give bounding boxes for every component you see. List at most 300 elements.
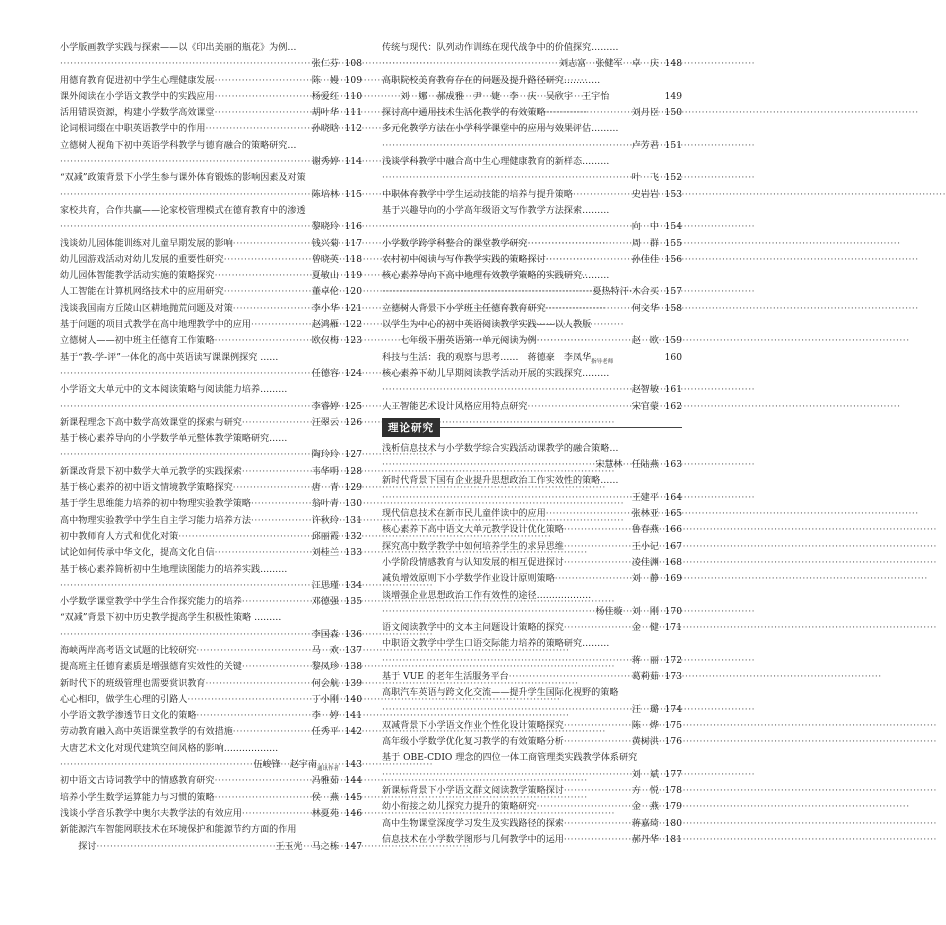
page-number: 160 bbox=[664, 352, 682, 363]
toc-line bbox=[382, 506, 682, 522]
toc-entry bbox=[60, 773, 362, 789]
dot-leader bbox=[382, 653, 631, 669]
entry-author: 刘桂兰 bbox=[311, 548, 339, 559]
entry-title: 探讨高中通用技术生活化教学的有效策略 bbox=[382, 108, 546, 119]
dot-leader bbox=[60, 627, 311, 643]
entry-author: 曾晓英 bbox=[311, 254, 339, 265]
toc-line bbox=[382, 718, 682, 734]
dot-leader bbox=[60, 56, 311, 72]
entry-title: 高中生物课堂深度学习发生及实践路径的探索 bbox=[382, 818, 564, 829]
entry-title: 幼儿园游戏活动对幼儿发展的重要性研究 bbox=[60, 254, 224, 265]
entry-title: 核心素养导向下高中地理有效教学策略的实践研究……… bbox=[382, 271, 610, 282]
entry-title: 大唐艺术文化对现代建筑空间风格的影响……………… bbox=[60, 743, 279, 754]
entry-title: “双减”政策背景下小学生参与课外体育锻炼的影响因素及对策 bbox=[60, 173, 306, 184]
dot-leader bbox=[564, 783, 631, 799]
page-number: 143 bbox=[344, 760, 362, 771]
toc-line bbox=[60, 219, 362, 235]
entry-author: 王玉光 马之栋 bbox=[275, 841, 339, 852]
toc-line bbox=[382, 750, 682, 766]
toc-entry bbox=[382, 783, 682, 799]
toc-line bbox=[382, 366, 682, 382]
dot-leader bbox=[196, 643, 310, 659]
dot-leader bbox=[96, 839, 274, 855]
toc-entry bbox=[60, 822, 362, 855]
dot-leader bbox=[60, 366, 311, 382]
toc-line bbox=[382, 457, 682, 473]
toc-entry bbox=[60, 350, 362, 383]
toc-line bbox=[60, 757, 362, 773]
toc-entry bbox=[382, 522, 682, 538]
dot-leader bbox=[242, 594, 311, 610]
toc-line bbox=[60, 529, 362, 545]
toc-entry bbox=[60, 170, 362, 203]
entry-title: 中职体育教学中学生运动技能的培养与提升策略 bbox=[382, 189, 573, 200]
dot-leader bbox=[233, 480, 311, 496]
toc-line bbox=[382, 284, 682, 300]
entry-title: 初中教师育人方式和优化对策 bbox=[60, 531, 179, 542]
toc-entry bbox=[60, 676, 362, 692]
toc-entry bbox=[382, 685, 682, 718]
dot-leader bbox=[382, 702, 631, 718]
entry-author: 唐 青 bbox=[311, 483, 339, 494]
toc-line bbox=[60, 73, 362, 89]
entry-author: 冯雅茹 bbox=[311, 776, 339, 787]
entry-author: 向 中 bbox=[631, 222, 659, 233]
dot-leader bbox=[233, 301, 311, 317]
page-number: 136 bbox=[344, 629, 362, 640]
entry-author: 赵智敏 bbox=[631, 385, 659, 396]
entry-author: 李睿婷 bbox=[311, 401, 339, 412]
toc-line bbox=[60, 562, 362, 578]
toc-line bbox=[60, 676, 362, 692]
toc-line bbox=[60, 203, 362, 219]
toc-line bbox=[382, 121, 682, 137]
entry-title: 小学语文教学渗透节日文化的策略 bbox=[60, 711, 197, 722]
dot-leader bbox=[382, 170, 631, 186]
entry-title: 双减背景下小学语文作业个性化设计策略探究 bbox=[382, 720, 564, 731]
entry-title: 高年级小学数学优化复习教学的有效策略分析 bbox=[382, 737, 564, 748]
entry-title: 核心素养下幼儿早期阅读教学活动开展的实践探究……… bbox=[382, 368, 610, 379]
dot-leader bbox=[242, 464, 311, 480]
toc-entry bbox=[382, 816, 682, 832]
toc-entry bbox=[60, 138, 362, 171]
page-number: 111 bbox=[344, 108, 362, 119]
page-number: 108 bbox=[344, 59, 362, 70]
page-number: 146 bbox=[344, 808, 362, 819]
dot-leader bbox=[564, 718, 631, 734]
entry-author: 汪 璐 bbox=[631, 704, 659, 715]
dot-leader bbox=[215, 89, 311, 105]
page-number: 119 bbox=[344, 271, 362, 282]
entry-author: 蒋 丽 bbox=[631, 655, 659, 666]
page-number: 128 bbox=[344, 466, 362, 477]
entry-title: 中职语文教学中学生口语交际能力培养的策略研究……… bbox=[382, 639, 610, 650]
toc-line bbox=[382, 490, 682, 506]
dot-leader bbox=[215, 773, 311, 789]
toc-entry bbox=[60, 431, 362, 464]
entry-title: 立德树人视角下初中英语学科教学与德育融合的策略研究… bbox=[60, 140, 297, 151]
entry-author: 黎凤珍 bbox=[311, 662, 339, 673]
toc-entry bbox=[60, 724, 362, 740]
entry-author: 侯 燕 bbox=[311, 792, 339, 803]
page-number: 135 bbox=[344, 597, 362, 608]
toc-entry bbox=[382, 187, 682, 203]
toc-line bbox=[60, 40, 362, 56]
page-number: 151 bbox=[664, 140, 682, 151]
toc-line bbox=[60, 447, 362, 463]
entry-title: 新能源汽车智能网联技术在环境保护和能源节约方面的作用 bbox=[60, 825, 297, 836]
toc-line bbox=[382, 219, 682, 235]
entry-author: 任秀平 bbox=[311, 727, 339, 738]
toc-line bbox=[382, 685, 682, 701]
page-number: 174 bbox=[664, 704, 682, 715]
dot-leader bbox=[537, 799, 631, 815]
toc-entry bbox=[382, 799, 682, 815]
dot-leader bbox=[573, 187, 631, 203]
entry-author: 汪翠云 bbox=[311, 417, 339, 428]
entry-title: 幼儿园体智能教学活动实施的策略探究 bbox=[60, 271, 215, 282]
toc-line bbox=[60, 806, 362, 822]
entry-author: 杨佳璇 刘 刚 bbox=[595, 606, 659, 617]
toc-entry bbox=[382, 539, 682, 555]
dot-leader bbox=[546, 105, 631, 121]
entry-author: 翁叶青 bbox=[311, 499, 339, 510]
toc-entry bbox=[382, 669, 682, 685]
page-number: 117 bbox=[344, 238, 362, 249]
page-number: 149 bbox=[664, 91, 682, 102]
entry-author: 刘 斌 bbox=[631, 769, 659, 780]
dot-leader bbox=[546, 301, 631, 317]
toc-line bbox=[382, 105, 682, 121]
toc-entry bbox=[382, 620, 682, 636]
toc-line bbox=[60, 252, 362, 268]
toc-entry bbox=[382, 832, 682, 848]
toc-line bbox=[60, 187, 362, 203]
toc-line bbox=[382, 203, 682, 219]
entry-author: 张林亚 bbox=[631, 509, 659, 520]
toc-line bbox=[60, 366, 362, 382]
toc-line bbox=[60, 822, 362, 838]
dot-leader bbox=[60, 219, 311, 235]
entry-title: 小学版画教学实践与探索——以《印出美丽的瓶花》为例… bbox=[60, 43, 297, 53]
entry-author: 刘月臣 bbox=[631, 108, 659, 119]
toc-line bbox=[382, 333, 682, 349]
toc-entry bbox=[60, 333, 362, 349]
toc-line bbox=[60, 431, 362, 447]
entry-author: 马 欢 bbox=[311, 645, 339, 656]
page-number: 127 bbox=[344, 450, 362, 461]
left-column bbox=[60, 40, 362, 855]
page-number: 153 bbox=[664, 189, 682, 200]
toc-line bbox=[382, 669, 682, 685]
page-number: 139 bbox=[344, 678, 362, 689]
entry-title: 刘 娜 郝成雅 尹 婕 李 庆 吴欣宇 王宇怡 bbox=[382, 91, 610, 102]
page-number: 123 bbox=[344, 336, 362, 347]
right-column-bottom-list bbox=[382, 441, 682, 848]
entry-author: 凌佳渊 bbox=[631, 557, 659, 568]
toc-entry bbox=[382, 73, 682, 106]
page-number: 177 bbox=[664, 769, 682, 780]
toc-entry bbox=[60, 643, 362, 659]
toc-entry bbox=[382, 555, 682, 571]
toc-line bbox=[382, 555, 682, 571]
entry-author: 郝丹华 bbox=[631, 834, 659, 845]
page-number: 169 bbox=[664, 574, 682, 585]
toc-line bbox=[382, 73, 682, 89]
page-number: 148 bbox=[664, 59, 682, 70]
entry-author: 葛莉茹 bbox=[631, 671, 659, 682]
page-number: 120 bbox=[344, 287, 362, 298]
entry-author: 邓德强 bbox=[311, 597, 339, 608]
toc-entry bbox=[382, 236, 682, 252]
toc-entry bbox=[382, 750, 682, 783]
page-number: 112 bbox=[344, 124, 362, 135]
toc-line bbox=[60, 643, 362, 659]
entry-title: 高职汽车英语与跨文化交流——提升学生国际化视野的策略 bbox=[382, 688, 619, 699]
page-number: 138 bbox=[344, 662, 362, 673]
entry-title: 传统与现代：队列动作训练在现代战争中的价值探究……… bbox=[382, 43, 619, 53]
toc-entry bbox=[382, 441, 682, 474]
dot-leader bbox=[60, 578, 311, 594]
page-number: 159 bbox=[664, 336, 682, 347]
page-number: 145 bbox=[344, 792, 362, 803]
entry-author: 刘 静 bbox=[631, 574, 659, 585]
toc-entry bbox=[382, 154, 682, 187]
page-number: 176 bbox=[664, 737, 682, 748]
entry-author: 鲁春燕 bbox=[631, 525, 659, 536]
dot-leader bbox=[546, 506, 631, 522]
entry-author: 丁小刚 bbox=[311, 694, 339, 705]
page-number: 179 bbox=[664, 802, 682, 813]
toc-entry bbox=[382, 252, 682, 268]
toc-line bbox=[60, 268, 362, 284]
page-number: 173 bbox=[664, 671, 682, 682]
toc-entry bbox=[382, 571, 682, 587]
toc-line bbox=[382, 138, 682, 154]
dot-leader bbox=[382, 382, 631, 398]
entry-author: 赵鸿雁 bbox=[311, 320, 339, 331]
page-number: 170 bbox=[664, 606, 682, 617]
dot-leader bbox=[382, 767, 631, 783]
toc-entry bbox=[382, 350, 682, 366]
dot-leader bbox=[215, 105, 311, 121]
dot-leader bbox=[215, 73, 311, 89]
entry-title: 科技与生活：我的观察与思考…… 蒋德豪 李凤华 bbox=[382, 352, 592, 363]
page-number: 132 bbox=[344, 531, 362, 542]
entry-author: 孙佳佳 bbox=[631, 254, 659, 265]
dot-leader bbox=[60, 154, 311, 170]
toc-entry bbox=[60, 562, 362, 595]
dot-leader bbox=[215, 333, 311, 349]
page-number: 156 bbox=[664, 254, 682, 265]
dot-leader bbox=[564, 734, 631, 750]
entry-title: 小学数学课堂教学中学生合作探究能力的培养 bbox=[60, 597, 242, 608]
dot-leader bbox=[382, 604, 594, 620]
toc-entry bbox=[60, 806, 362, 822]
toc-line bbox=[382, 350, 682, 366]
page-number: 166 bbox=[664, 525, 682, 536]
toc-line bbox=[382, 170, 682, 186]
toc-entry bbox=[60, 594, 362, 610]
dot-leader bbox=[224, 252, 311, 268]
entry-author: 金 健 bbox=[631, 623, 659, 634]
dot-leader bbox=[233, 724, 311, 740]
page-number: 137 bbox=[344, 645, 362, 656]
entry-title: 基于学生思维能力培养的初中物理实验教学策略 bbox=[60, 499, 251, 510]
page-number: 178 bbox=[664, 786, 682, 797]
entry-author: 方 悦 bbox=[631, 786, 659, 797]
toc-entry bbox=[382, 399, 682, 415]
toc-entry bbox=[60, 105, 362, 121]
dot-leader bbox=[564, 555, 631, 571]
toc-line bbox=[60, 610, 362, 626]
toc-entry bbox=[60, 252, 362, 268]
entry-title: 基于兴趣导向的小学高年级语文写作教学方法探索……… bbox=[382, 205, 610, 216]
entry-author: 史岩岩 bbox=[631, 189, 659, 200]
toc-line bbox=[382, 187, 682, 203]
entry-title: 心心相印，做学生心理的引路人 bbox=[60, 694, 188, 705]
page-number: 131 bbox=[344, 515, 362, 526]
entry-author: 何文华 bbox=[631, 303, 659, 314]
dot-leader bbox=[60, 399, 311, 415]
dot-leader bbox=[537, 333, 631, 349]
entry-title: 海峡两岸高考语文试题的比较研究 bbox=[60, 645, 197, 656]
entry-title: 活用错误资源，构建小学数学高效课堂 bbox=[60, 108, 215, 119]
page-number: 172 bbox=[664, 655, 682, 666]
dot-leader bbox=[564, 620, 631, 636]
toc-line bbox=[60, 790, 362, 806]
entry-title: 基于核心素养导向的小学数学单元整体教学策略研究…… bbox=[60, 434, 288, 445]
toc-line bbox=[382, 56, 682, 72]
page-number: 122 bbox=[344, 320, 362, 331]
dot-leader bbox=[251, 496, 311, 512]
toc-entry bbox=[60, 382, 362, 415]
page-number: 162 bbox=[664, 401, 682, 412]
toc-line bbox=[382, 604, 682, 620]
entry-author: 黄树洪 bbox=[631, 737, 659, 748]
entry-title: 七年级下册英语第一单元阅读为例 bbox=[382, 336, 537, 347]
toc-line bbox=[382, 734, 682, 750]
dot-leader bbox=[196, 708, 310, 724]
entry-author: 孙晓晗 bbox=[311, 124, 339, 135]
entry-author: 王小记 bbox=[631, 541, 659, 552]
entry-author: 陈培林 bbox=[311, 189, 339, 200]
entry-title: 新时代背景下国有企业提升思想政治工作实效性的策略…… bbox=[382, 476, 619, 487]
page-number: 167 bbox=[664, 541, 682, 552]
toc-line bbox=[382, 522, 682, 538]
toc-line bbox=[60, 773, 362, 789]
entry-title: 初中语文古诗词教学中的情感教育研究 bbox=[60, 776, 215, 787]
entry-title: 信息技术在小学数学图形与几何教学中的运用 bbox=[382, 834, 564, 845]
toc-entry bbox=[60, 464, 362, 480]
toc-line bbox=[382, 832, 682, 848]
toc-line bbox=[382, 268, 682, 284]
toc-line bbox=[382, 767, 682, 783]
toc-line bbox=[382, 382, 682, 398]
toc-entry bbox=[382, 301, 682, 317]
toc-entry bbox=[60, 203, 362, 236]
entry-author: 张仁芬 bbox=[311, 59, 339, 70]
toc-line bbox=[60, 399, 362, 415]
entry-title: 小学阶段情感教育与认知发展的相互促进探讨 bbox=[382, 557, 564, 568]
toc-entry bbox=[60, 545, 362, 561]
page-number: 150 bbox=[664, 108, 682, 119]
toc-entry bbox=[60, 73, 362, 89]
page-number: 165 bbox=[664, 509, 682, 520]
toc-line bbox=[60, 56, 362, 72]
entry-author: 叶 飞 bbox=[631, 173, 659, 184]
page-number: 140 bbox=[344, 694, 362, 705]
toc-entry bbox=[382, 636, 682, 669]
entry-title: 农村初中阅读与写作教学实践的策略探讨 bbox=[382, 254, 546, 265]
entry-author: 李小华 bbox=[311, 303, 339, 314]
toc-line bbox=[60, 578, 362, 594]
toc-line bbox=[60, 105, 362, 121]
dot-leader bbox=[564, 816, 631, 832]
entry-author: 陈 嫚 bbox=[311, 75, 339, 86]
toc-line bbox=[60, 839, 362, 855]
entry-title: 立德树人——初中班主任德育工作策略 bbox=[60, 336, 215, 347]
page-number: 124 bbox=[344, 368, 362, 379]
dot-leader bbox=[60, 447, 311, 463]
entry-author: 金 燕 bbox=[631, 802, 659, 813]
entry-title: 新课程理念下高中数学高效课堂的探索与研究 bbox=[60, 417, 242, 428]
dot-leader bbox=[242, 659, 311, 675]
toc-entry bbox=[60, 40, 362, 73]
toc-line bbox=[382, 588, 682, 604]
entry-title: 浅析信息技术与小学数学综合实践活动课教学的融合策略… bbox=[382, 443, 619, 454]
toc-entry bbox=[382, 473, 682, 506]
toc-entry bbox=[60, 659, 362, 675]
toc-line bbox=[382, 816, 682, 832]
entry-title: 基于问题的项目式教学在高中地理教学中的应用 bbox=[60, 320, 251, 331]
entry-title: 新时代下的班级管理也需要赏识教育 bbox=[60, 678, 206, 689]
dot-leader bbox=[528, 399, 631, 415]
toc-line bbox=[60, 627, 362, 643]
toc-line bbox=[60, 350, 362, 366]
toc-line bbox=[60, 301, 362, 317]
dot-leader bbox=[215, 545, 311, 561]
entry-title: 核心素养下高中语文大单元教学设计优化策略 bbox=[382, 525, 564, 536]
dot-leader bbox=[382, 56, 558, 72]
entry-author: 何会航 bbox=[311, 678, 339, 689]
toc-entry bbox=[382, 506, 682, 522]
entry-title: 浅谈我国南方丘陵山区耕地抛荒问题及对策 bbox=[60, 303, 233, 314]
entry-author: 许秋玲 bbox=[311, 515, 339, 526]
toc-entry bbox=[382, 366, 682, 399]
toc-entry bbox=[60, 741, 362, 774]
section-title: 理论研究 bbox=[382, 418, 440, 437]
entry-author: 杨爱红 bbox=[311, 91, 339, 102]
entry-title: 基于“教-学-评”一体化的高中英语读写课课例探究 …… bbox=[60, 352, 279, 363]
toc-entry bbox=[60, 268, 362, 284]
entry-title: 基于核心素养简析初中生地理读图能力的培养实践……… bbox=[60, 564, 288, 575]
page-number: 175 bbox=[664, 720, 682, 731]
entry-title: 培养小学生数学运算能力与习惯的策略 bbox=[60, 792, 215, 803]
dot-leader bbox=[215, 268, 311, 284]
toc-line bbox=[60, 724, 362, 740]
dot-leader bbox=[382, 138, 631, 154]
page-number: 168 bbox=[664, 557, 682, 568]
dot-leader bbox=[251, 317, 311, 333]
toc-line bbox=[382, 317, 682, 333]
entry-author: 宋官蒙 bbox=[631, 401, 659, 412]
entry-title: “双减”背景下初中历史教学提高学生积极性策略 ……… bbox=[60, 613, 282, 624]
page-number: 155 bbox=[664, 238, 682, 249]
toc-entry bbox=[60, 121, 362, 137]
entry-title: 基于核心素养的初中语文情境教学策略探究 bbox=[60, 483, 233, 494]
page-number: 147 bbox=[344, 841, 362, 852]
